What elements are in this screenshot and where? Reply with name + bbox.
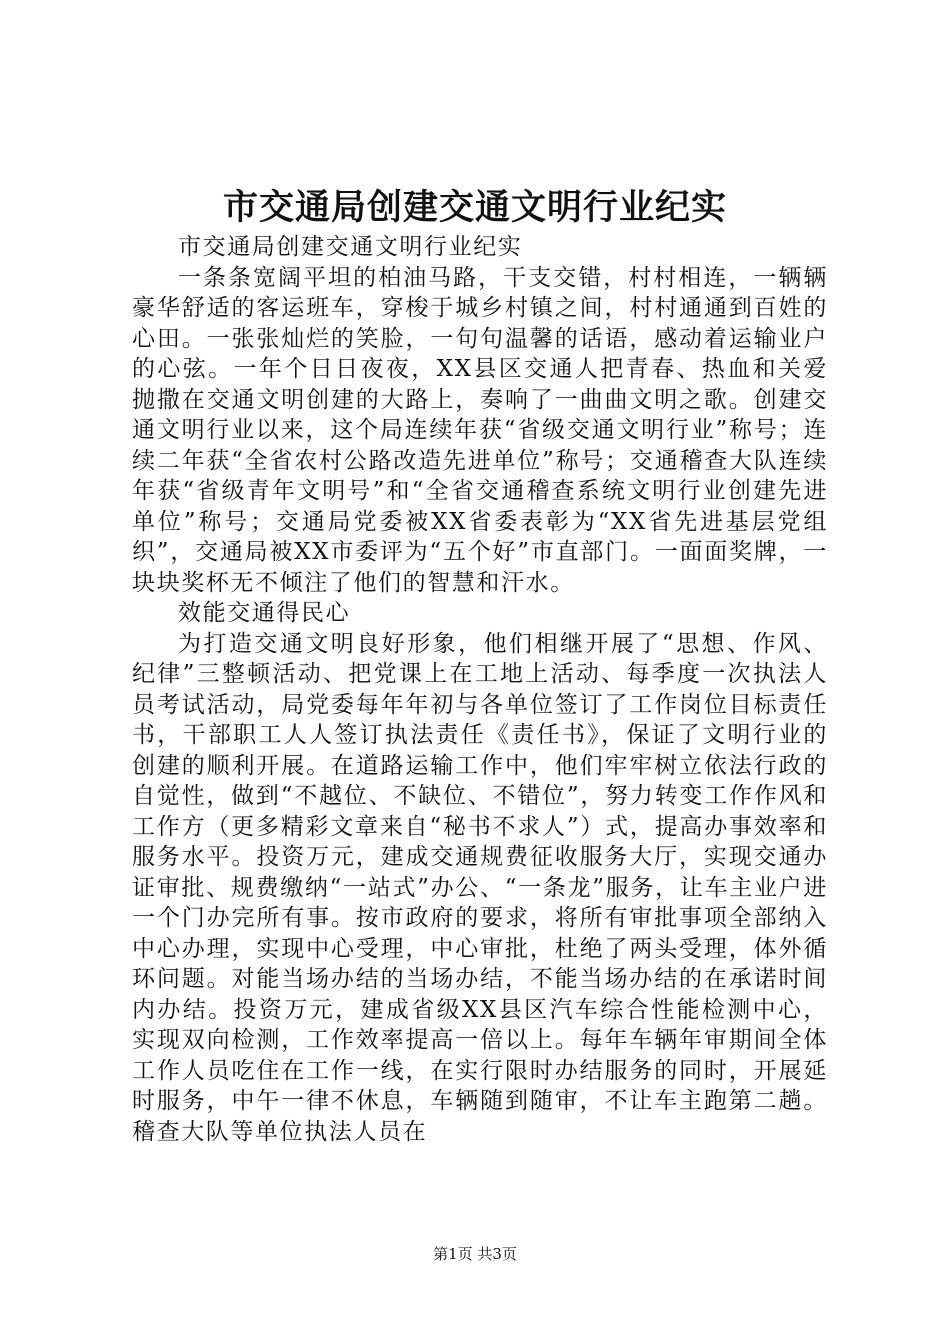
document-body [132,232,828,1147]
paragraph-intro: 一条条宽阔平坦的柏油马路，干支交错，村村相连，一辆辆豪华舒适的客运班车，穿梭于城乡村镇之间，村村通通到百姓的心田。一张张灿烂的笑脸，一句句温馨的话语，感动着运输业户的心弦。一年个日日夜夜，XX县区交通人把青春、热血和关爱抛撒在交通文明创建的大路上，奏响了一曲曲文明之歌。创建交通文明行业以来，这个局连续年获“省级交通文明行业”称号；连续二年获“全省农村公路改造先进单位”称号；交通稽查大队连续年获“省级青年文明号”和“全省交通稽查系统文明行业创建先进单位”称号；交通局党委被XX省委表彰为“XX省先进基层党组织”，交通局被XX市委评为“五个好”市直部门。一面面奖牌，一块块奖杯无不倾注了他们的智慧和汗水。 [132,264,828,596]
paragraph-section-body: 为打造交通文明良好形象，他们相继开展了“思想、作风、纪律”三整顿活动、把党课上在工地上活动、每季度一次执法人员考试活动，局党委每年年初与各单位签订了工作岗位目标责任书，干部职工人人签订执法责任《责任书》，保证了文明行业的创建的顺利开展。在道路运输工作中，他们牢牢树立依法行政的自觉性，做到“不越位、不缺位、不错位”，努力转变工作作风和工作方（更多精彩文章来自“秘书不求人”）式，提高办事效率和服务水平。投资万元，建成交通规费征收服务大厅，实现交通办证审批、规费缴纳“一站式”办公、“一条龙”服务，让车主业户进一个门办完所有事。按市政府的要求，将所有审批事项全部纳入中心办理，实现中心受理，中心审批，杜绝了两头受理，体外循环问题。对能当场办结的当场办结，不能当场办结的在承诺时间内办结。投资万元，建成省级XX县区汽车综合性能检测中心，实现双向检测，工作效率提高一倍以上。每年车辆年审期间全体工作人员吃住在工作一线，在实行限时办结服务的同时，开展延时服务，中午一律不休息，车辆随到随审，不让车主跑第二趟。稽查大队等单位执法人员在 [132,630,828,1145]
section-heading: 效能交通得民心 [178,600,351,626]
page-footer: 第1页 共3页 [433,1245,517,1263]
paragraph-subtitle: 市交通局创建交通文明行业纪实 [178,234,523,260]
document-title: 市交通局创建交通文明行业纪实 [222,187,727,228]
